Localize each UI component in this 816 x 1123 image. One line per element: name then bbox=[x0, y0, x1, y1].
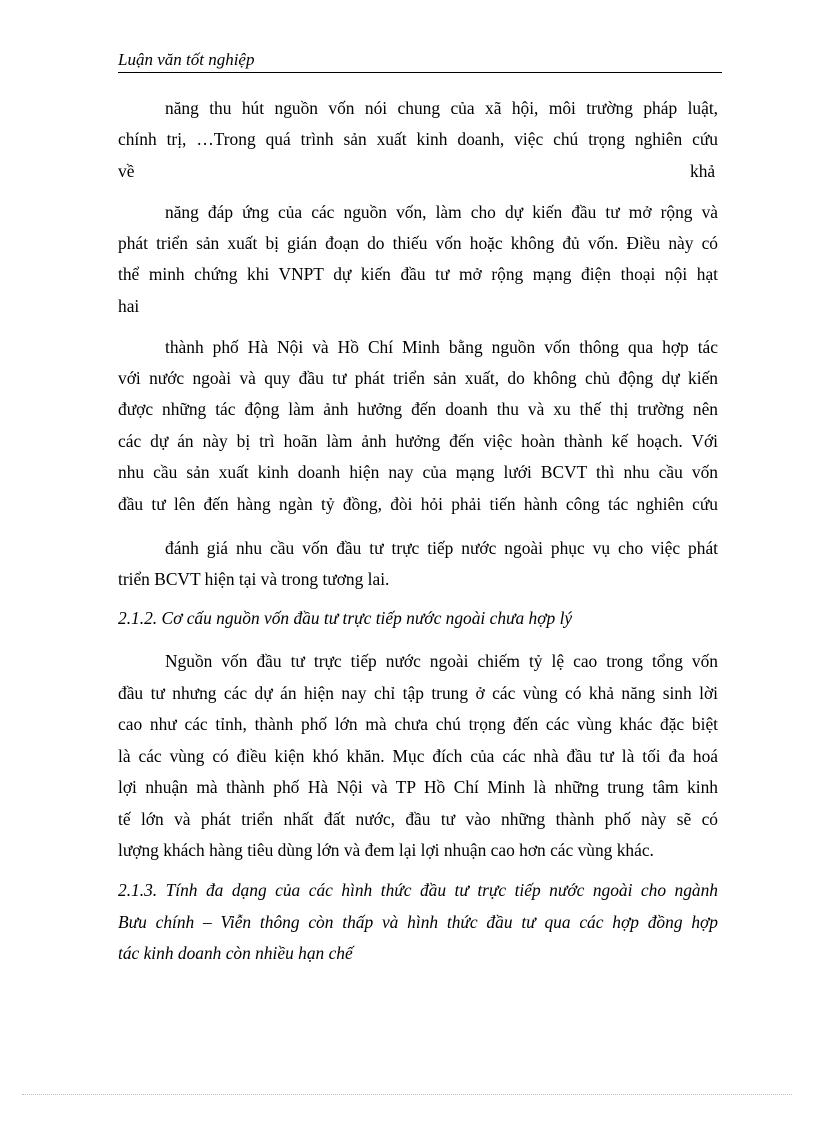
paragraph-line: năng thu hút nguồn vốn nói chung của xã hội, môi trường pháp luật, bbox=[165, 98, 718, 118]
paragraph-line: Nguồn vốn đầu tư trực tiếp nước ngoài chiếm tỷ lệ cao trong tổng vốn bbox=[165, 651, 718, 671]
paragraph-line: khả bbox=[690, 161, 716, 181]
paragraph-line: chính trị, …Trong quá trình sản xuất kinh doanh, việc chú trọng nghiên cứu bbox=[118, 129, 718, 149]
page-bottom-border bbox=[22, 1094, 792, 1095]
paragraph-line: đánh giá nhu cầu vốn đầu tư trực tiếp nước ngoài phục vụ cho việc phát bbox=[165, 538, 718, 558]
header-title: Luận văn tốt nghiệp bbox=[118, 50, 255, 69]
paragraph-line: tế lớn và phát triển nhất đất nước, đầu tư vào những thành phố này sẽ có bbox=[118, 809, 718, 829]
paragraph-line: năng đáp ứng của các nguồn vốn, làm cho dự kiến đầu tư mở rộng và bbox=[165, 202, 718, 222]
paragraph-line: đầu tư lên đến hàng ngàn tỷ đồng, đòi hỏi phải tiến hành công tác nghiên cứu bbox=[118, 494, 718, 514]
paragraph-line: về bbox=[118, 161, 135, 181]
paragraph-line: thể minh chứng khi VNPT dự kiến đầu tư mở rộng mạng điện thoại nội hạt bbox=[118, 264, 718, 284]
paragraph-line: thành phố Hà Nội và Hồ Chí Minh bằng nguồn vốn thông qua hợp tác bbox=[165, 337, 718, 357]
paragraph-line: với nước ngoài và quy đầu tư phát triển sản xuất, do không chủ động dự kiến bbox=[118, 368, 718, 388]
paragraph-line: là các vùng có điều kiện khó khăn. Mục đích của các nhà đầu tư là tối đa hoá bbox=[118, 746, 718, 766]
paragraph-line: cao như các tỉnh, thành phố lớn mà chưa chú trọng đến các vùng khác đặc biệt bbox=[118, 714, 718, 734]
paragraph-line: lợi nhuận mà thành phố Hà Nội và TP Hồ Chí Minh là những trung tâm kinh bbox=[118, 777, 718, 797]
paragraph-line: hai bbox=[118, 296, 140, 316]
paragraph-line: được những tác động làm ảnh hưởng đến doanh thu và xu thế thị trường nên bbox=[118, 399, 718, 419]
section-heading: 2.1.3. Tính đa dạng của các hình thức đầu tư trực tiếp nước ngoài cho ngành bbox=[118, 880, 718, 900]
section-heading: tác kinh doanh còn nhiều hạn chế bbox=[118, 943, 353, 963]
paragraph-line: lượng khách hàng tiêu dùng lớn và đem lại lợi nhuận cao hơn các vùng khác. bbox=[118, 840, 654, 860]
paragraph-line: triển BCVT hiện tại và trong tương lai. bbox=[118, 569, 390, 589]
page-header bbox=[118, 50, 722, 73]
paragraph-line: các dự án này bị trì hoãn làm ảnh hưởng đến việc hoàn thành kế hoạch. Với bbox=[118, 431, 718, 451]
section-heading: 2.1.2. Cơ cấu nguồn vốn đầu tư trực tiếp nước ngoài chưa hợp lý bbox=[118, 608, 573, 628]
paragraph-line: đầu tư nhưng các dự án hiện nay chỉ tập trung ở các vùng có khả năng sinh lời bbox=[118, 683, 718, 703]
section-heading: Bưu chính – Viễn thông còn thấp và hình thức đầu tư qua các hợp đồng hợp bbox=[118, 912, 718, 932]
paragraph-line: nhu cầu sản xuất kinh doanh hiện nay của mạng lưới BCVT thì nhu cầu vốn bbox=[118, 462, 718, 482]
paragraph-line: phát triển sản xuất bị gián đoạn do thiếu vốn hoặc không đủ vốn. Điều này có bbox=[118, 233, 718, 253]
